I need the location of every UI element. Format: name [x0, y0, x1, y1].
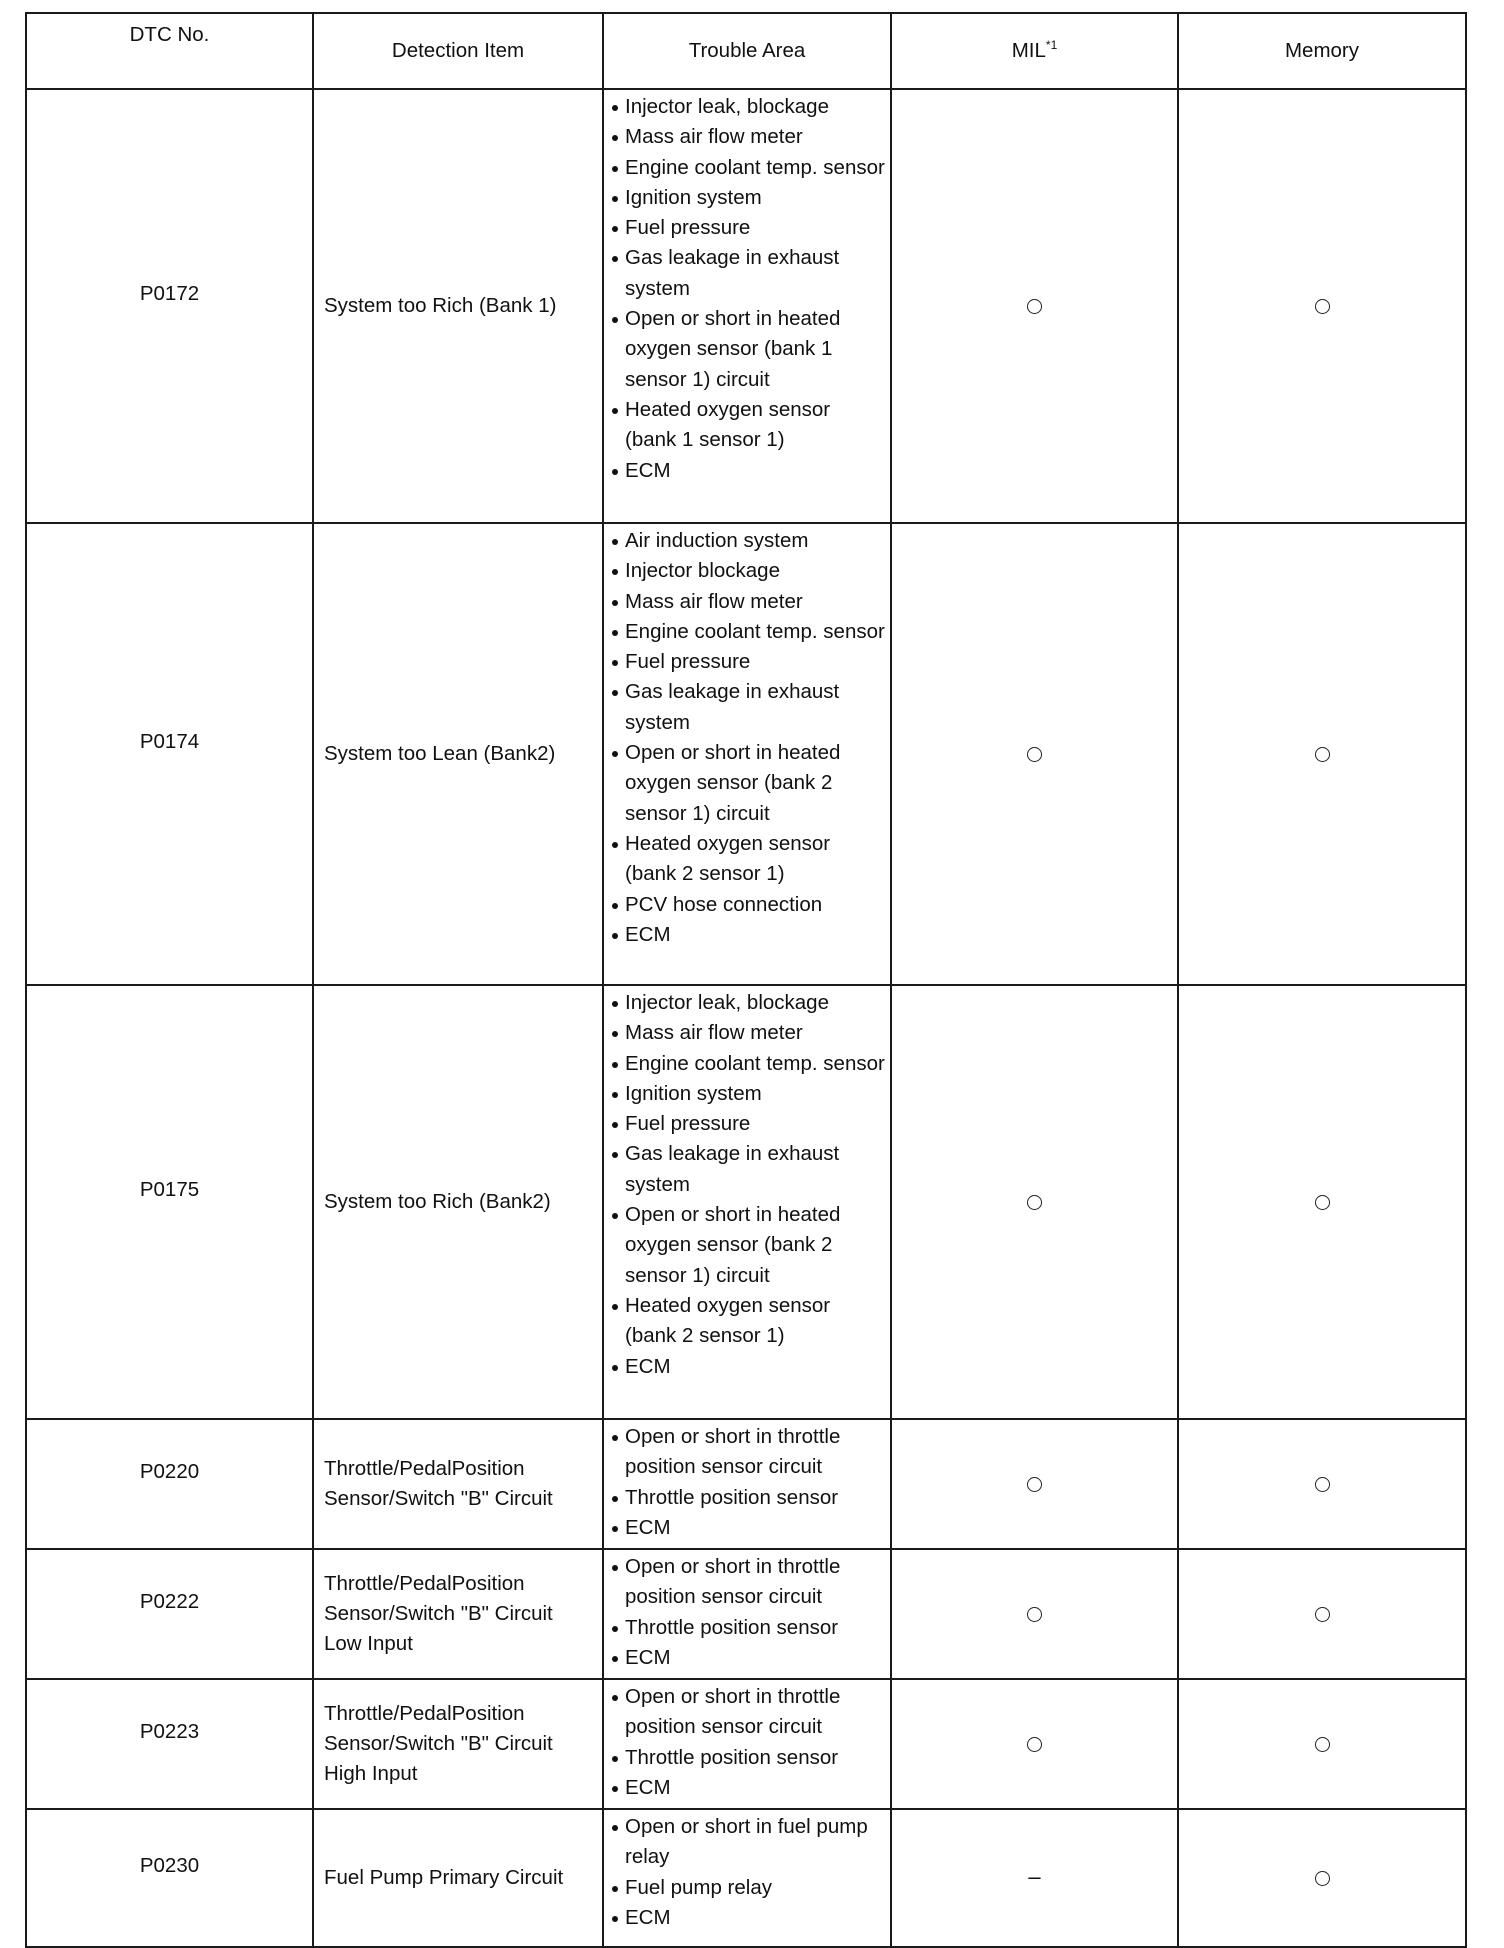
mil-cell	[891, 1809, 1178, 1947]
header-row	[26, 13, 1466, 89]
trouble-area-item: Mass air flow meter	[612, 122, 886, 152]
table-header	[26, 13, 1466, 89]
memory-cell	[1178, 523, 1466, 985]
dtc-table-page	[25, 12, 1465, 1948]
mil-circle-mark	[1027, 747, 1042, 762]
detection-item: System too Rich (Bank2)	[324, 1189, 551, 1213]
trouble-area-cell	[603, 1809, 891, 1947]
memory-cell	[1178, 1809, 1466, 1947]
mil-circle-mark	[1027, 1607, 1042, 1622]
detection-item: Throttle/PedalPosition Sensor/Switch "B" Circuit High Input	[324, 1701, 553, 1786]
header-detection-label: Detection Item	[391, 38, 525, 62]
trouble-area-list	[612, 1422, 886, 1543]
dtc-code-cell	[26, 89, 313, 523]
trouble-area-item: Heated oxygen sensor (bank 1 sensor 1)	[612, 395, 886, 456]
trouble-area-item: ECM	[612, 1773, 886, 1803]
trouble-area-item: ECM	[612, 1352, 886, 1382]
table-row	[26, 89, 1466, 523]
trouble-area-item: Open or short in heated oxygen sensor (bank 1 sensor 1) circuit	[612, 304, 886, 395]
trouble-area-item: Throttle position sensor	[612, 1483, 886, 1513]
table-body	[26, 89, 1466, 1947]
trouble-area-cell	[603, 89, 891, 523]
trouble-area-item: Open or short in throttle position sensor circuit	[612, 1552, 886, 1613]
trouble-area-item: PCV hose connection	[612, 890, 886, 920]
header-dtc-no	[26, 13, 313, 89]
dtc-code: P0223	[139, 1719, 200, 1743]
dtc-code-cell	[26, 523, 313, 985]
detection-item: System too Lean (Bank2)	[324, 741, 556, 765]
trouble-area-item: Open or short in heated oxygen sensor (bank 2 sensor 1) circuit	[612, 738, 886, 829]
trouble-area-item: ECM	[612, 1513, 886, 1543]
trouble-area-item: ECM	[612, 920, 886, 950]
trouble-area-item: ECM	[612, 456, 886, 486]
mil-dash-mark: –	[1028, 1864, 1041, 1890]
trouble-area-item: Fuel pressure	[612, 1109, 886, 1139]
trouble-area-item: Gas leakage in exhaust system	[612, 1139, 886, 1200]
trouble-area-item: Throttle position sensor	[612, 1743, 886, 1773]
dtc-code-cell	[26, 1549, 313, 1679]
dtc-code-cell	[26, 985, 313, 1419]
trouble-area-item: Injector blockage	[612, 556, 886, 586]
trouble-area-cell	[603, 1679, 891, 1809]
dtc-code: P0174	[139, 729, 200, 753]
trouble-area-item: Open or short in heated oxygen sensor (bank 2 sensor 1) circuit	[612, 1200, 886, 1291]
detection-item-cell	[313, 1549, 603, 1679]
memory-cell	[1178, 1549, 1466, 1679]
dtc-code-cell	[26, 1679, 313, 1809]
dtc-code-cell	[26, 1809, 313, 1947]
trouble-area-item: Engine coolant temp. sensor	[612, 153, 886, 183]
trouble-area-item: Engine coolant temp. sensor	[612, 617, 886, 647]
trouble-area-item: Heated oxygen sensor (bank 2 sensor 1)	[612, 1291, 886, 1352]
dtc-code: P0172	[139, 281, 200, 305]
header-memory	[1178, 13, 1466, 89]
mil-cell	[891, 1679, 1178, 1809]
memory-circle-mark	[1315, 1477, 1330, 1492]
table-row	[26, 985, 1466, 1419]
mil-footnote-marker: *1	[1045, 38, 1058, 53]
memory-cell	[1178, 985, 1466, 1419]
memory-cell	[1178, 1679, 1466, 1809]
table-row	[26, 1419, 1466, 1549]
header-trouble-label: Trouble Area	[688, 38, 806, 62]
detection-item-cell	[313, 1419, 603, 1549]
memory-cell	[1178, 89, 1466, 523]
memory-circle-mark	[1315, 1607, 1330, 1622]
dtc-code: P0175	[139, 1177, 200, 1201]
trouble-area-item: Air induction system	[612, 526, 886, 556]
trouble-area-list	[612, 92, 886, 486]
detection-item: System too Rich (Bank 1)	[324, 293, 557, 317]
mil-cell	[891, 89, 1178, 523]
trouble-area-cell	[603, 1549, 891, 1679]
trouble-area-item: Mass air flow meter	[612, 1018, 886, 1048]
memory-cell	[1178, 1419, 1466, 1549]
trouble-area-item: Fuel pump relay	[612, 1873, 886, 1903]
trouble-area-item: Ignition system	[612, 1079, 886, 1109]
memory-circle-mark	[1315, 1871, 1330, 1886]
trouble-area-item: Ignition system	[612, 183, 886, 213]
mil-circle-mark	[1027, 1477, 1042, 1492]
header-dtc-label: DTC No.	[129, 23, 210, 46]
trouble-area-item: ECM	[612, 1903, 886, 1933]
mil-cell	[891, 1419, 1178, 1549]
trouble-area-item: Open or short in throttle position sensor circuit	[612, 1422, 886, 1483]
trouble-area-list	[612, 988, 886, 1382]
dtc-table	[25, 12, 1467, 1948]
trouble-area-item: ECM	[612, 1643, 886, 1673]
trouble-area-item: Engine coolant temp. sensor	[612, 1049, 886, 1079]
mil-cell	[891, 523, 1178, 985]
trouble-area-item: Gas leakage in exhaust system	[612, 243, 886, 304]
table-row	[26, 523, 1466, 985]
trouble-area-list	[612, 1682, 886, 1803]
trouble-area-item: Throttle position sensor	[612, 1613, 886, 1643]
memory-circle-mark	[1315, 299, 1330, 314]
detection-item-cell	[313, 1809, 603, 1947]
mil-circle-mark	[1027, 1195, 1042, 1210]
detection-item-cell	[313, 1679, 603, 1809]
mil-cell	[891, 985, 1178, 1419]
detection-item-cell	[313, 523, 603, 985]
trouble-area-item: Injector leak, blockage	[612, 988, 886, 1018]
detection-item: Throttle/PedalPosition Sensor/Switch "B" Circuit	[324, 1456, 553, 1510]
trouble-area-cell	[603, 985, 891, 1419]
trouble-area-item: Gas leakage in exhaust system	[612, 677, 886, 738]
dtc-code: P0222	[139, 1589, 200, 1613]
header-memory-label: Memory	[1284, 38, 1360, 62]
dtc-code: P0230	[139, 1853, 200, 1877]
memory-circle-mark	[1315, 1195, 1330, 1210]
trouble-area-item: Injector leak, blockage	[612, 92, 886, 122]
dtc-code: P0220	[139, 1459, 200, 1483]
header-mil-label: MIL	[1011, 38, 1046, 62]
detection-item-cell	[313, 985, 603, 1419]
trouble-area-list	[612, 1812, 886, 1933]
trouble-area-item: Fuel pressure	[612, 647, 886, 677]
trouble-area-item: Fuel pressure	[612, 213, 886, 243]
table-row	[26, 1809, 1466, 1947]
mil-circle-mark	[1027, 1737, 1042, 1752]
trouble-area-list	[612, 1552, 886, 1673]
trouble-area-item: Open or short in throttle position sensor circuit	[612, 1682, 886, 1743]
detection-item: Throttle/PedalPosition Sensor/Switch "B" Circuit Low Input	[324, 1571, 553, 1656]
trouble-area-item: Open or short in fuel pump relay	[612, 1812, 886, 1873]
detection-item-cell	[313, 89, 603, 523]
trouble-area-item: Mass air flow meter	[612, 587, 886, 617]
mil-circle-mark	[1027, 299, 1042, 314]
mil-cell	[891, 1549, 1178, 1679]
detection-item: Fuel Pump Primary Circuit	[324, 1865, 564, 1889]
dtc-code-cell	[26, 1419, 313, 1549]
header-detection-item	[313, 13, 603, 89]
trouble-area-cell	[603, 523, 891, 985]
table-row	[26, 1679, 1466, 1809]
memory-circle-mark	[1315, 1737, 1330, 1752]
table-row	[26, 1549, 1466, 1679]
trouble-area-item: Heated oxygen sensor (bank 2 sensor 1)	[612, 829, 886, 890]
memory-circle-mark	[1315, 747, 1330, 762]
header-mil	[891, 13, 1178, 89]
header-trouble-area	[603, 13, 891, 89]
trouble-area-cell	[603, 1419, 891, 1549]
trouble-area-list	[612, 526, 886, 950]
